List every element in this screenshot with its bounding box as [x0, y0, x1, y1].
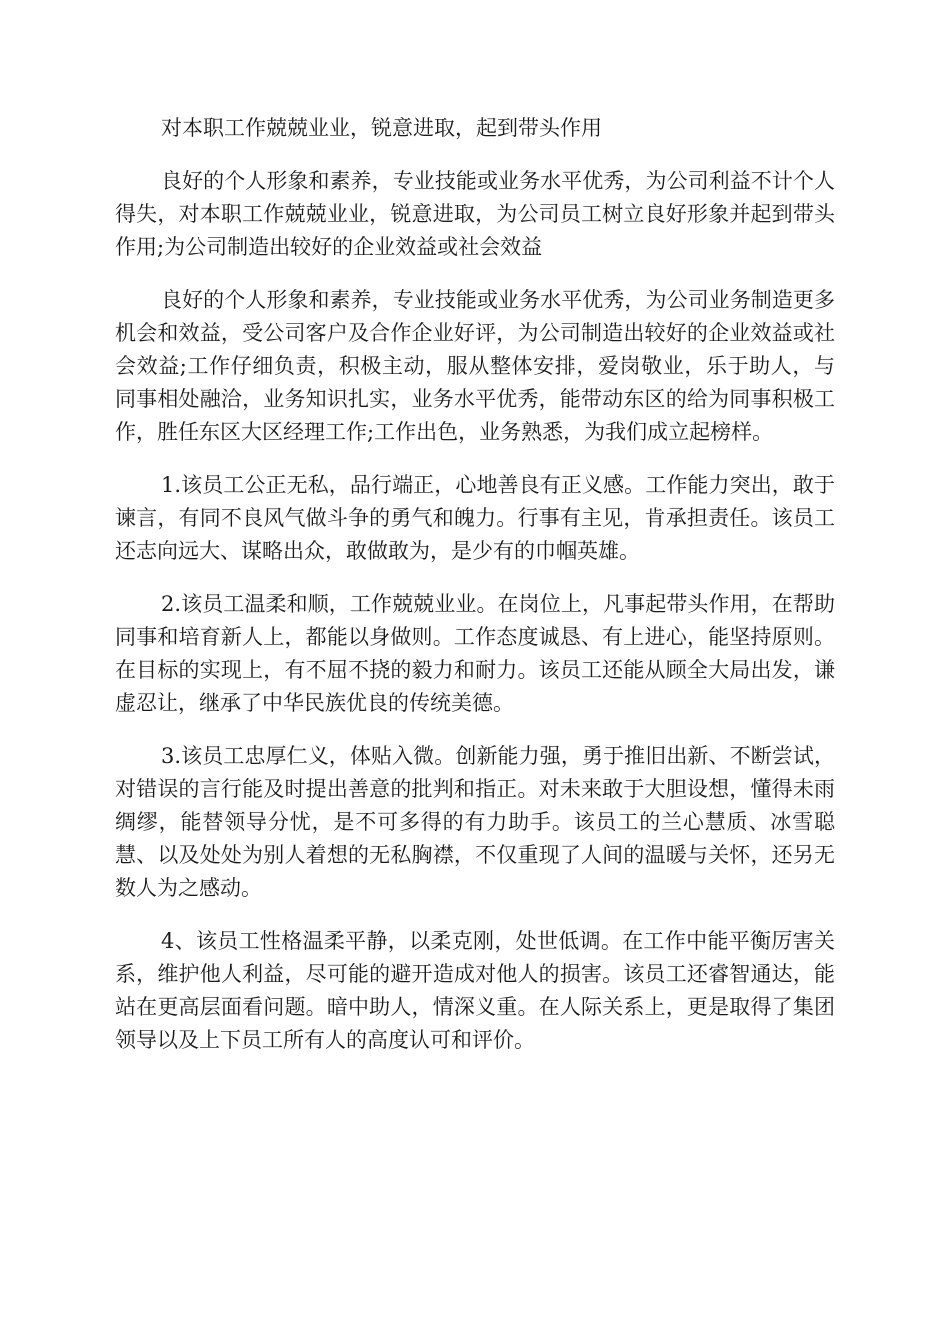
paragraph-2: 良好的个人形象和素养，专业技能或业务水平优秀，为公司利益不计个人得失，对本职工作兢兢业业，锐意进取，为公司员工树立良好形象并起到带头作用;为公司制造出较好的企业效益或社会效益 — [115, 169, 835, 259]
paragraph-7: 4、该员工性格温柔平静，以柔克刚，处世低调。在工作中能平衡厉害关系，维护他人利益，尽可能的避开造成对他人的损害。该员工还睿智通达，能站在更高层面看问题。暗中助人，情深义重。在人际关系上，更是取得了集团领导以及上下员工所有人的高度认可和评价。 — [115, 929, 835, 1052]
paragraph-4: 1.该员工公正无私，品行端正，心地善良有正义感。工作能力突出，敢于谏言，有同不良风气做斗争的勇气和魄力。行事有主见，肯承担责任。该员工还志向远大、谋略出众，敢做敢为，是少有的巾帼英雄。 — [115, 473, 835, 563]
document-body — [115, 112, 835, 1077]
paragraph-1: 对本职工作兢兢业业，锐意进取，起到带头作用 — [161, 116, 602, 140]
paragraph-5: 2.该员工温柔和顺，工作兢兢业业。在岗位上，凡事起带头作用，在帮助同事和培育新人上，都能以身做则。工作态度诚恳、有上进心，能坚持原则。在目标的实现上，有不屈不挠的毅力和耐力。该员工还能从顾全大局出发，谦虚忍让，继承了中华民族优良的传统美德。 — [115, 592, 835, 715]
paragraph-6: 3.该员工忠厚仁义，体贴入微。创新能力强，勇于推旧出新、不断尝试，对错误的言行能及时提出善意的批判和指正。对未来敢于大胆设想，懂得未雨绸缪，能替领导分忧，是不可多得的有力助手。该员工的兰心慧质、冰雪聪慧、以及处处为别人着想的无私胸襟，不仅重现了人间的温暖与关怀，还另无数人为之感动。 — [115, 744, 835, 900]
paragraph-3: 良好的个人形象和素养，专业技能或业务水平优秀，为公司业务制造更多机会和效益，受公司客户及合作企业好评，为公司制造出较好的企业效益或社会效益;工作仔细负责，积极主动，服从整体安排，爱岗敬业，乐于助人，与同事相处融洽，业务知识扎实，业务水平优秀，能带动东区的给为同事积极工作，胜任东区大区经理工作;工作出色，业务熟悉，为我们成立起榜样。 — [115, 288, 835, 444]
